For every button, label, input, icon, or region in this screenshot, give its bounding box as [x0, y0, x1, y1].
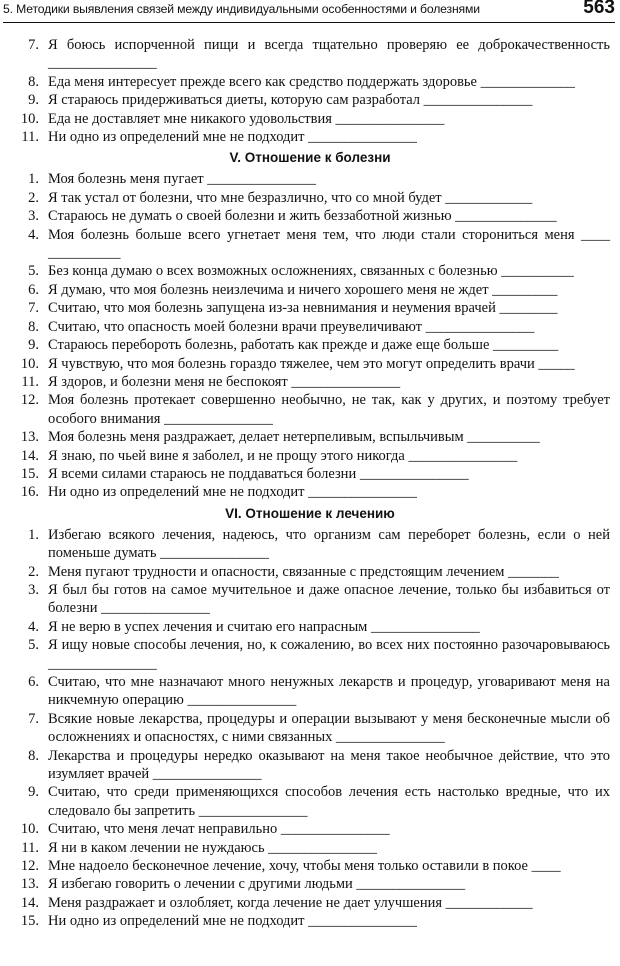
list-item: 15. Я всеми силами стараюсь не поддаваться болезни _______________: [20, 465, 469, 482]
list-item: 13. Моя болезнь меня раздражает, делает нетерпеливым, вспыльчивым __________: [20, 429, 540, 446]
list-item: 3. Я был бы готов на самое мучительное и даже опасное лечение, только бы избавиться от болезни _______________: [28, 581, 610, 617]
items-top: [0, 36, 620, 146]
list-item: 11. Ни одно из определений мне не подходит _______________: [21, 129, 417, 146]
list-item: 9. Считаю, что среди применяющихся способов лечения есть настолько вредные, что их следовало бы запретить _______________: [28, 784, 610, 819]
list-item: 2. Меня пугают трудности и опасности, связанные с предстоящим лечением _______: [28, 563, 559, 580]
list-item: 8. Лекарства и процедуры нередко оказывают на меня такое необычное действие, что это изумляет врачей _______________: [28, 747, 610, 783]
list-item: 7. Считаю, что моя болезнь запущена из-за невнимания и неумения врачей ________: [28, 300, 558, 317]
list-item: 7. Всякие новые лекарства, процедуры и операции вызывают у меня бесконечные мысли об осложнениях и опасностях, с ними связанных _______________: [28, 710, 610, 746]
list-item: 1. Избегаю всякого лечения, надеюсь, что организм сам переборет болезнь, если о ней поменьше думать _______________: [28, 526, 610, 562]
list-item: 9. Я стараюсь придерживаться диеты, которую сам разработал _______________: [28, 92, 533, 109]
list-item: 8. Еда меня интересует прежде всего как средство поддержать здоровье _____________: [28, 73, 575, 90]
list-item: 6. Я думаю, что моя болезнь неизлечима и ничего хорошего меня не ждет _________: [28, 281, 558, 298]
list-item: 8. Считаю, что опасность моей болезни врачи преувеличивают _______________: [28, 318, 535, 335]
list-item: 11. Я ни в каком лечении не нуждаюсь _______________: [21, 839, 377, 856]
list-item: 16. Ни одно из определений мне не подходит _______________: [20, 484, 417, 501]
list-item: 10. Считаю, что меня лечат неправильно _______________: [20, 821, 390, 838]
list-item: 6. Считаю, что мне назначают много ненужных лекарств и процедур, уговаривают меня на никчемную операцию _______________: [28, 674, 610, 709]
list-item: 12. Моя болезнь протекает совершенно необычно, не так, как у других, и поэтому требует особого внимания _______________: [20, 392, 610, 427]
page-number: 563: [583, 0, 615, 18]
section-title-attitude-to-illness: V. Отношение к болезни: [229, 150, 391, 166]
list-item: 10. Я чувствую, что моя болезнь гораздо тяжелее, чем это могут определить врачи _____: [20, 355, 575, 372]
section-title-attitude-to-treatment: VI. Отношение к лечению: [225, 505, 395, 521]
page-header: [3, 0, 615, 23]
list-item: 14. Меня раздражает и озлобляет, когда лечение не дает улучшения ____________: [20, 894, 533, 911]
list-item: 11. Я здоров, и болезни меня не беспокоят _______________: [21, 373, 401, 390]
list-item: 3. Стараюсь не думать о своей болезни и жить беззаботной жизнью ______________: [28, 208, 557, 225]
list-item: 4. Я не верю в успех лечения и считаю его напрасным _______________: [28, 618, 480, 635]
list-item: 7. Я боюсь испорченной пищи и всегда тщательно проверяю ее доброкачественность _______________: [28, 37, 610, 72]
page-content: [0, 36, 620, 931]
list-item: 15. Ни одно из определений мне не подходит _______________: [20, 913, 417, 930]
list-item: 2. Я так устал от болезни, что мне безразлично, что со мной будет ____________: [28, 189, 533, 206]
list-item: 10. Еда не доставляет мне никакого удовольствия _______________: [20, 110, 445, 127]
list-item: 12. Мне надоело бесконечное лечение, хочу, чтобы меня только оставили в покое ____: [20, 858, 561, 875]
list-item: 1. Моя болезнь меня пугает _______________: [28, 171, 317, 188]
list-item: 9. Стараюсь перебороть болезнь, работать как прежде и даже еще больше _________: [28, 337, 559, 354]
list-item: 4. Моя болезнь больше всего угнетает меня тем, что люди стали сторониться меня ____ __________: [28, 226, 610, 262]
running-head: 5. Методики выявления связей между индивидуальными особенностями и болезнями: [3, 2, 480, 16]
section-5-list: [0, 170, 620, 501]
list-item: 14. Я знаю, по чьей вине я заболел, и не прощу этого никогда _______________: [20, 447, 518, 464]
list-item: 5. Я ищу новые способы лечения, но, к сожалению, во всех них постоянно разочаровываюсь _______________: [28, 637, 610, 672]
list-item: 5. Без конца думаю о всех возможных осложнениях, связанных с болезнью __________: [28, 263, 574, 280]
section-6-list: [0, 526, 620, 931]
list-item: 13. Я избегаю говорить о лечении с другими людьми _______________: [20, 876, 466, 893]
